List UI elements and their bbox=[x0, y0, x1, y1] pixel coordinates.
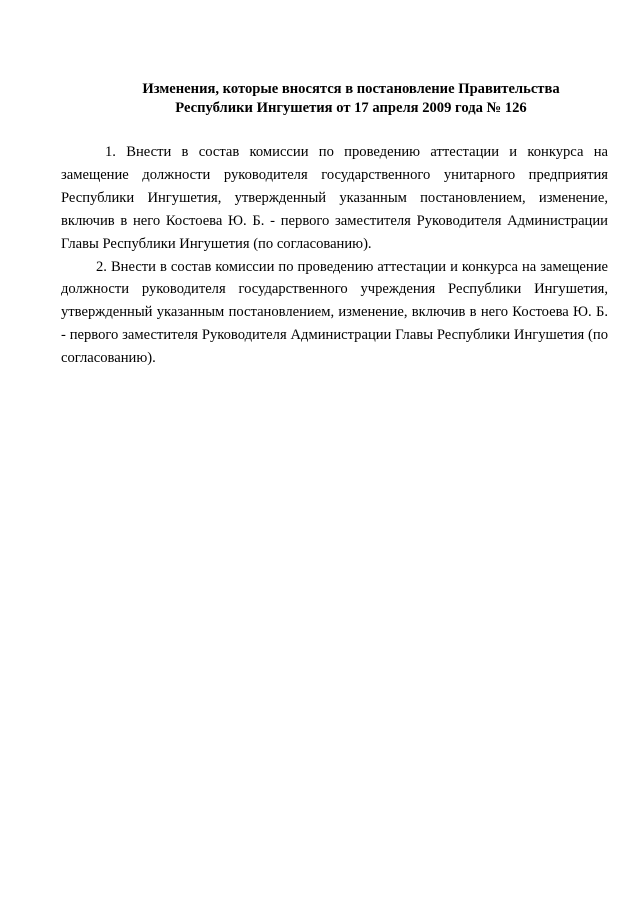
paragraph-1: 1. Внести в состав комиссии по проведению аттестации и конкурса на замещение должности руководителя государственного унитарного предприятия Республики Ингушетия, утвержденный указанным постановлением, изменение, включив в него Костоева Ю. Б. - первого заместителя Руководителя Администрации Главы Республики Ингушетия (по согласованию). bbox=[61, 144, 608, 252]
document-title bbox=[110, 80, 592, 118]
document-title-line: Изменения, которые вносятся в постановление Правительства bbox=[142, 81, 560, 97]
document-body bbox=[61, 141, 608, 370]
paragraph-2: 2. Внести в состав комиссии по проведению аттестации и конкурса на замещение должности руководителя государственного учреждения Республики Ингушетия, утвержденный указанным постановлением, изменение, включив в него Костоева Ю. Б. - первого заместителя Руководителя Администрации Главы Республики Ингушетия (по согласованию). bbox=[61, 258, 608, 367]
document-title-line: Республики Ингушетия от 17 апреля 2009 года № 126 bbox=[175, 100, 527, 116]
